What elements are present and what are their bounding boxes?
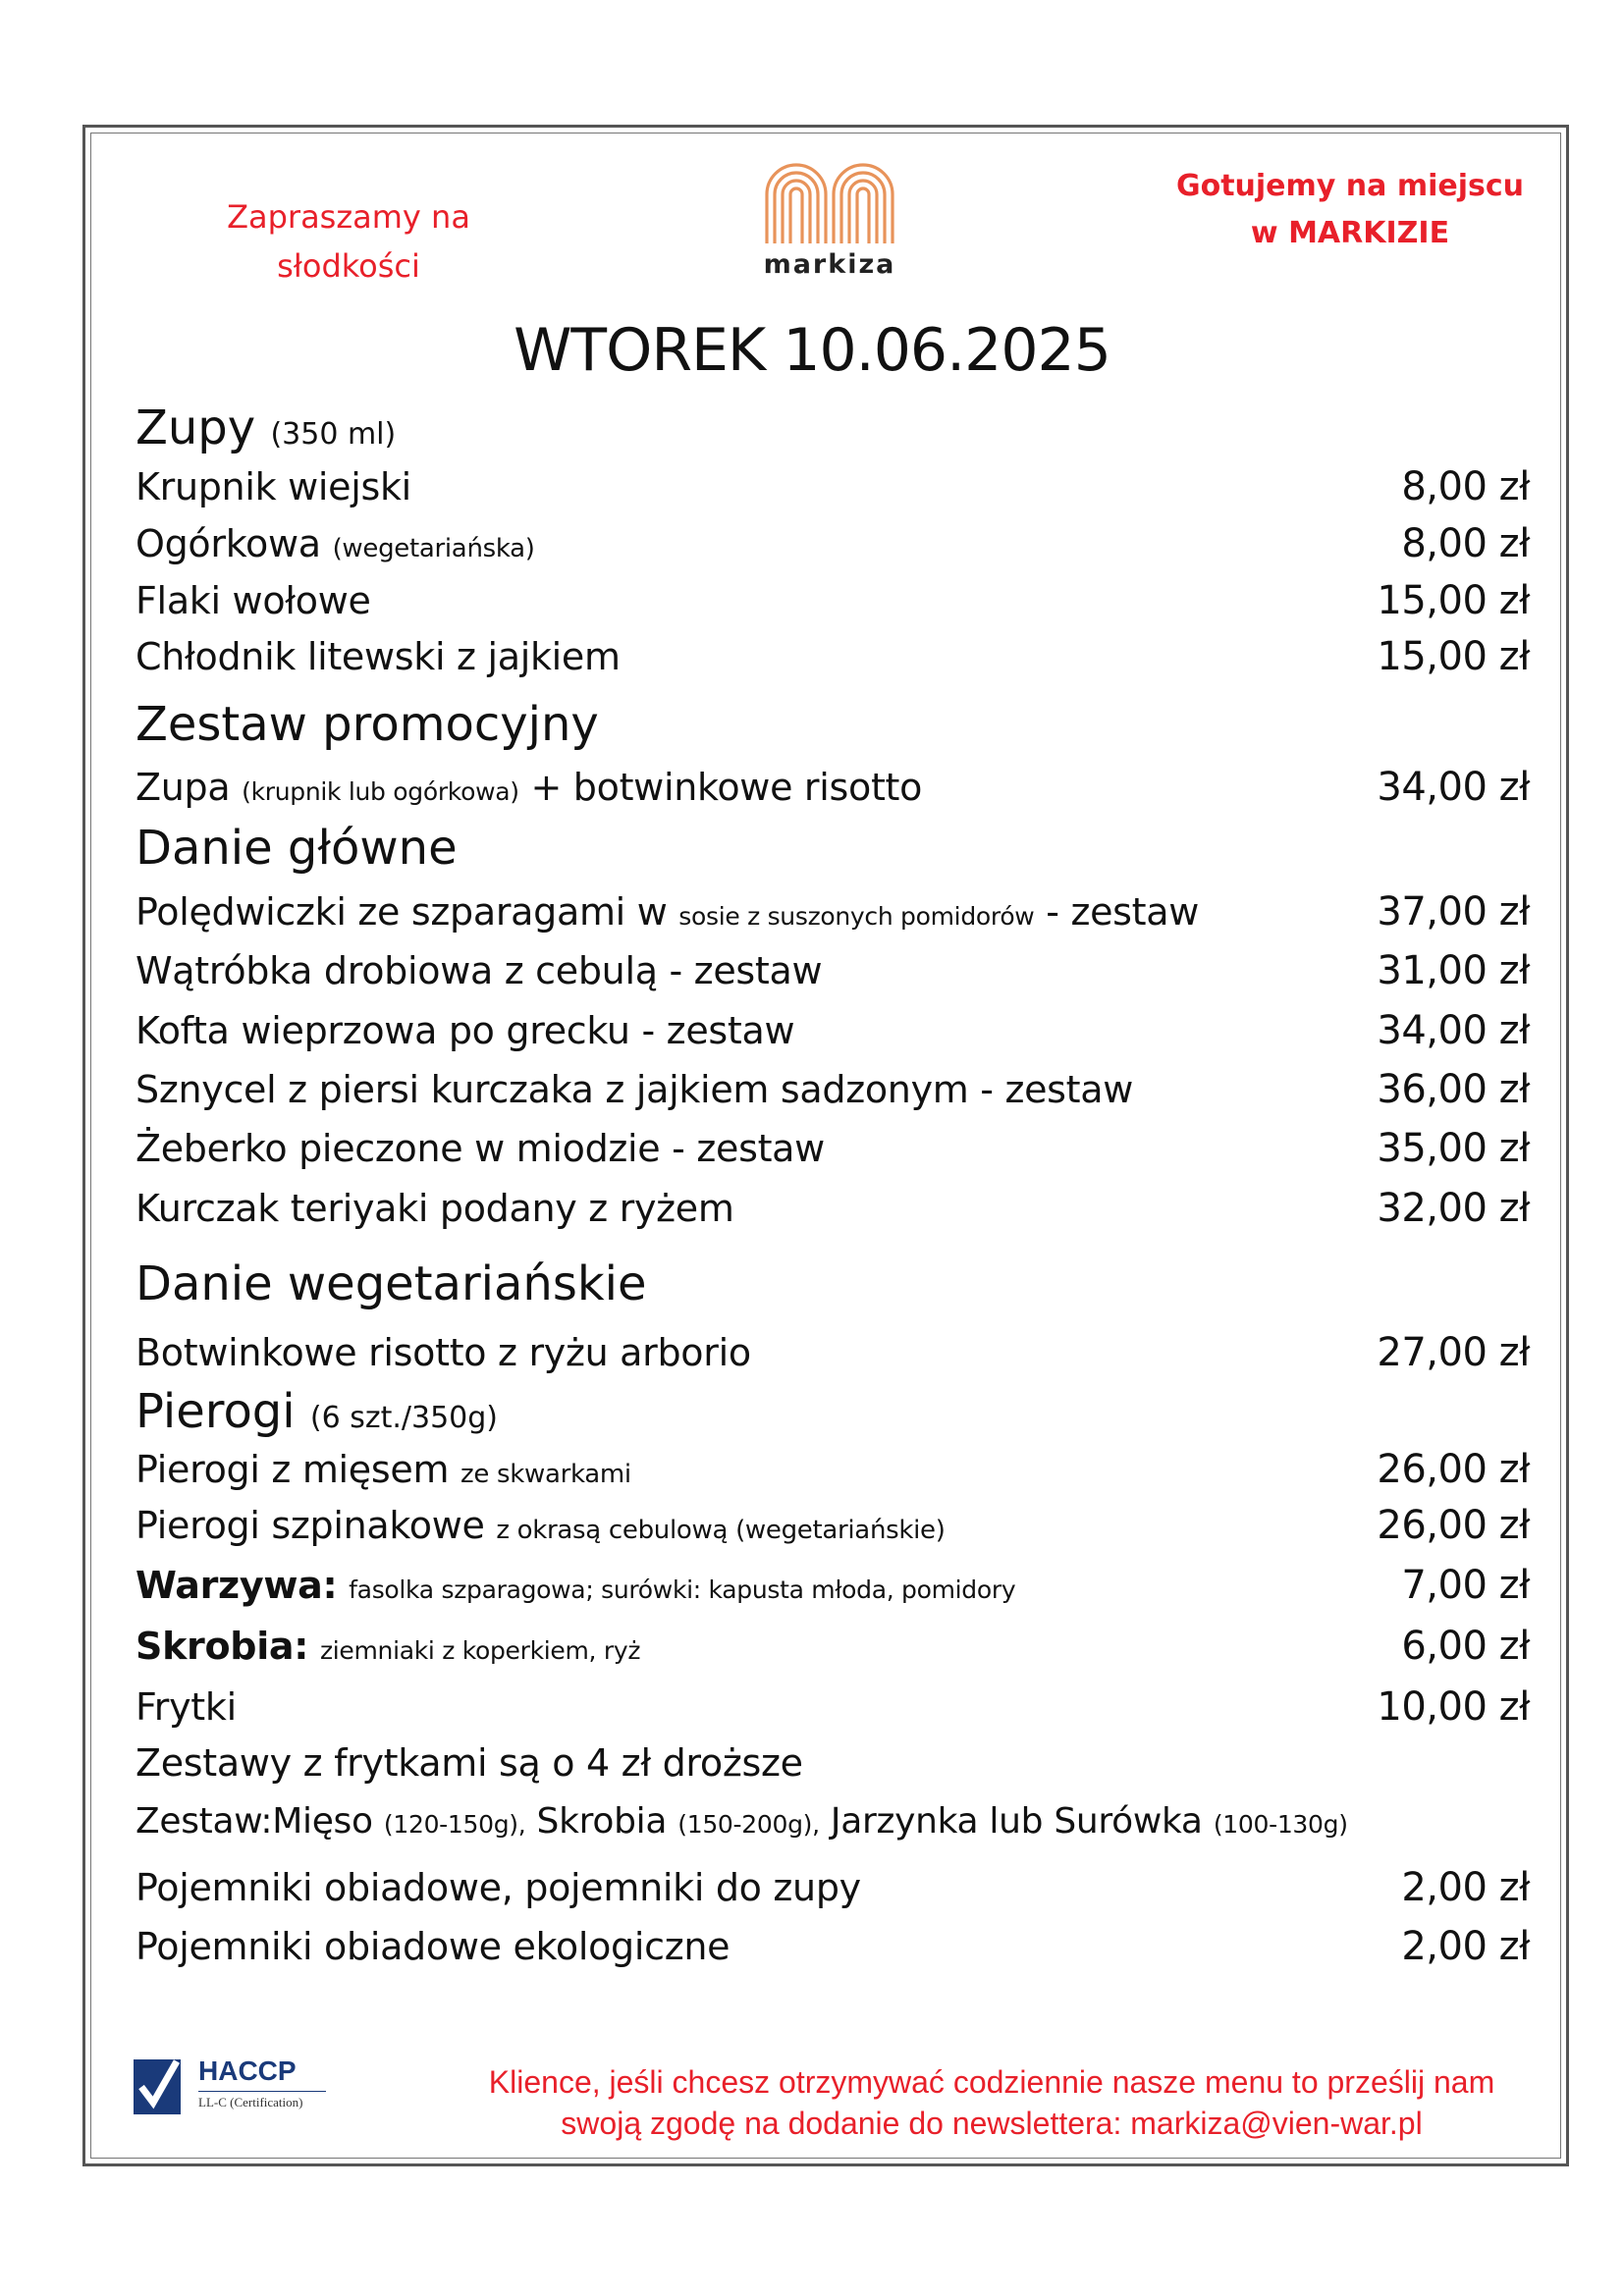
fries-note-text: Zestawy z frytkami są o 4 zł droższe [135, 1741, 803, 1785]
set-part-note: (150-200g), [677, 1809, 820, 1839]
menu-item [135, 1919, 1530, 1974]
set-part: Jarzynka lub Surówka [830, 1800, 1203, 1842]
menu-item [135, 1325, 1530, 1380]
item-name: Wątróbka drobiowa z cebulą - zestaw [135, 949, 823, 992]
haccp-divider [198, 2091, 326, 2092]
haccp-badge [134, 2052, 340, 2130]
fries-note [135, 1735, 1530, 1790]
item-name: Chłodnik litewski z jajkiem [135, 635, 621, 678]
item-price: 35,00 zł [1377, 1126, 1530, 1171]
item-price: 34,00 zł [1377, 765, 1530, 810]
item-name: Żeberko pieczone w miodzie - zestaw [135, 1127, 825, 1170]
item-price: 31,00 zł [1377, 948, 1530, 993]
item-name: Pojemniki obiadowe ekologiczne [135, 1925, 731, 1968]
item-price: 7,00 zł [1401, 1563, 1530, 1608]
menu-item [135, 1680, 1530, 1735]
item-name: Botwinkowe risotto z ryżu arborio [135, 1331, 751, 1374]
haccp-title: HACCP [198, 2056, 297, 2086]
item-price: 27,00 zł [1377, 1330, 1530, 1375]
item-note: (wegetariańska) [332, 534, 535, 563]
menu-item [135, 1498, 1530, 1553]
item-label: Skrobia: [135, 1625, 309, 1668]
item-price: 36,00 zł [1377, 1067, 1530, 1112]
sweets-invitation-line1: Zapraszamy na [227, 198, 470, 236]
item-price: 2,00 zł [1401, 1924, 1530, 1969]
set-part: Skrobia [536, 1800, 668, 1842]
item-name: Frytki [135, 1685, 237, 1729]
item-name: Kofta wieprzowa po grecku - zestaw [135, 1009, 795, 1052]
item-price: 34,00 zł [1377, 1008, 1530, 1053]
item-price: 15,00 zł [1377, 634, 1530, 679]
item-name-main: Polędwiczki ze szparagami w [135, 890, 668, 934]
newsletter-line2: swoją zgodę na dodanie do newslettera: markiza@vien-war.pl [561, 2106, 1423, 2141]
item-note: z okrasą cebulową (wegetariańskie) [496, 1516, 946, 1545]
item-price: 26,00 zł [1377, 1503, 1530, 1548]
item-price: 2,00 zł [1401, 1865, 1530, 1910]
cooking-note-line2: w MARKIZIE [1250, 216, 1450, 250]
section-heading-soups [135, 400, 396, 455]
logo-wordmark: markiza [763, 249, 896, 280]
menu-item [135, 943, 1530, 998]
item-name [135, 1625, 640, 1668]
item-name-main: Pierogi szpinakowe [135, 1504, 485, 1547]
cooking-note-line1: Gotujemy na miejscu [1175, 169, 1525, 203]
menu-item [135, 1619, 1530, 1674]
item-note: (krupnik lub ogórkowa) [242, 777, 519, 806]
haccp-subtitle: LL-C (Certification) [198, 2095, 303, 2109]
set-part-note: (100-130g) [1213, 1809, 1348, 1839]
checkmark-icon [134, 2056, 183, 2116]
item-name [135, 1564, 1015, 1607]
item-note: fasolka szparagowa; surówki: kapusta młoda, pomidory [349, 1575, 1016, 1604]
item-name: Pojemniki obiadowe, pojemniki do zupy [135, 1866, 861, 1909]
menu-item [135, 1442, 1530, 1497]
menu-item [135, 1062, 1530, 1117]
item-name: Kurczak teriyaki podany z ryżem [135, 1187, 734, 1230]
menu-item [135, 516, 1530, 571]
item-name [135, 1448, 631, 1491]
menu-item [135, 629, 1530, 684]
set-part: Zestaw:Mięso [135, 1800, 373, 1842]
section-heading-main-dishes: Danie główne [135, 821, 458, 876]
menu-item [135, 884, 1530, 939]
item-price: 6,00 zł [1401, 1624, 1530, 1669]
item-name: Krupnik wiejski [135, 465, 411, 508]
item-price: 8,00 zł [1401, 464, 1530, 509]
pierogi-heading-text: Pierogi [135, 1384, 296, 1439]
menu-item [135, 1003, 1530, 1058]
section-heading-promo: Zestaw promocyjny [135, 697, 599, 752]
menu-item [135, 1860, 1530, 1915]
soups-heading-text: Zupy [135, 400, 256, 455]
set-part-note: (120-150g), [383, 1809, 526, 1839]
item-price: 8,00 zł [1401, 521, 1530, 566]
item-name: Flaki wołowe [135, 579, 371, 622]
soups-heading-note: (350 ml) [270, 417, 397, 452]
section-heading-vegetarian: Danie wegetariańskie [135, 1256, 647, 1311]
markiza-logo-icon [761, 155, 898, 245]
cooking-note [1168, 163, 1532, 257]
item-name-main: Ogórkowa [135, 522, 321, 565]
item-name-rest: + botwinkowe risotto [530, 766, 923, 809]
item-name [135, 522, 535, 565]
menu-item [135, 1558, 1530, 1613]
set-composition [135, 1793, 1530, 1848]
page-title: WTOREK 10.06.2025 [514, 316, 1110, 385]
menu-item [135, 573, 1530, 628]
item-price: 26,00 zł [1377, 1447, 1530, 1492]
sweets-invitation [226, 192, 471, 291]
item-note: ze skwarkami [460, 1460, 631, 1489]
item-name-main: Pierogi z mięsem [135, 1448, 450, 1491]
item-note: sosie z suszonych pomidorów [678, 902, 1035, 931]
item-name-main: Zupa [135, 766, 231, 809]
menu-item [135, 1181, 1530, 1236]
item-price: 15,00 zł [1377, 578, 1530, 623]
menu-item [135, 760, 1530, 815]
newsletter-note [432, 2061, 1551, 2144]
item-label: Warzywa: [135, 1564, 338, 1607]
item-name [135, 1504, 946, 1547]
menu-item [135, 459, 1530, 514]
item-name: Sznycel z piersi kurczaka z jajkiem sadzonym - zestaw [135, 1068, 1134, 1111]
sweets-invitation-line2: słodkości [277, 247, 420, 285]
item-price: 37,00 zł [1377, 889, 1530, 934]
set-composition-text [135, 1801, 1348, 1842]
item-name [135, 890, 1199, 934]
pierogi-heading-note: (6 szt./350g) [309, 1401, 498, 1435]
item-note: ziemniaki z koperkiem, ryż [319, 1636, 641, 1665]
section-heading-pierogi [135, 1384, 498, 1439]
item-price: 10,00 zł [1377, 1684, 1530, 1730]
newsletter-line1: Klience, jeśli chcesz otrzymywać codziennie nasze menu to prześlij nam [488, 2064, 1495, 2100]
item-name-rest: - zestaw [1046, 890, 1200, 934]
item-name [135, 766, 922, 809]
markiza-logo [756, 155, 903, 280]
item-price: 32,00 zł [1377, 1186, 1530, 1231]
menu-item [135, 1121, 1530, 1176]
